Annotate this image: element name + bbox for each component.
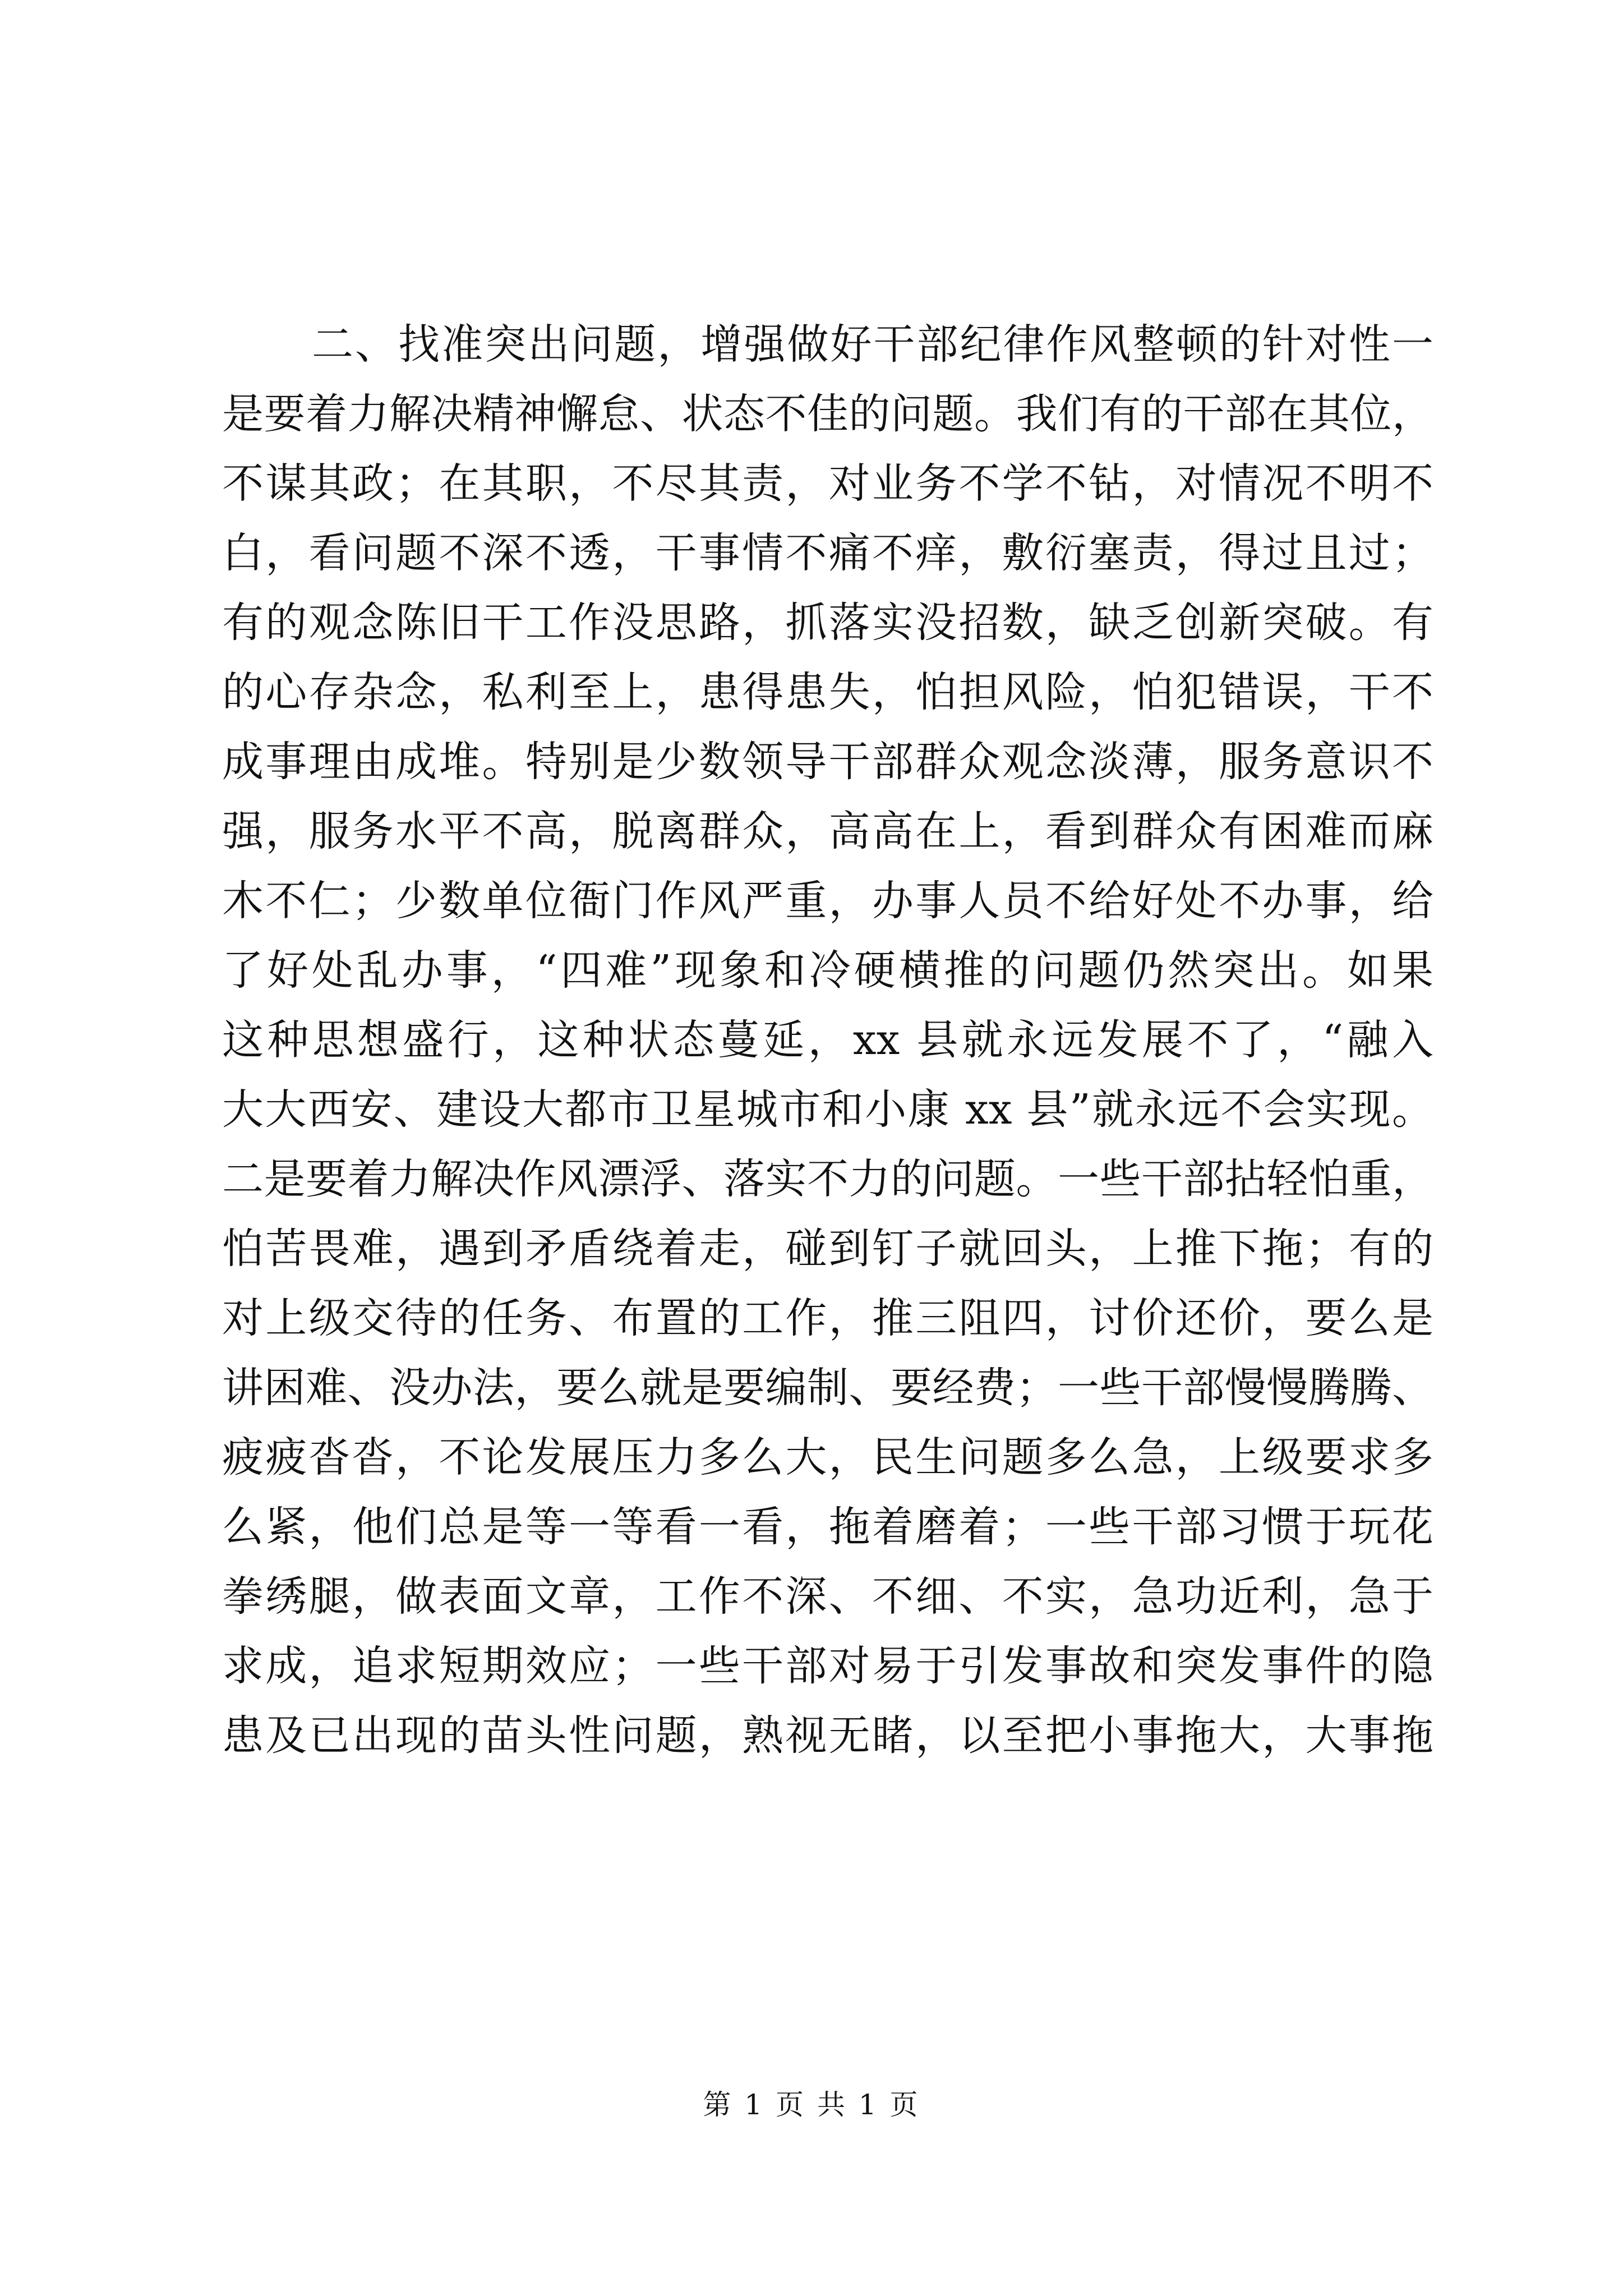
text-line: 二是要着力解决作风漂浮、落实不力的问题。一些干部拈轻怕重， — [222, 1155, 1433, 1203]
text-line: 大大西安、建设大都市卫星城市和小康 xx 县”就永远不会实现。 — [222, 1085, 1433, 1134]
text-line: 疲疲沓沓，不论发展压力多么大，民生问题多么急，上级要求多 — [222, 1433, 1433, 1481]
text-line: 求成，追求短期效应；一些干部对易于引发事故和突发事件的隐 — [222, 1642, 1433, 1690]
text-line: 不谋其政；在其职，不尽其责，对业务不学不钻，对情况不明不 — [222, 459, 1433, 508]
text-line: 了好处乱办事，“四难”现象和冷硬横推的问题仍然突出。如果 — [222, 946, 1433, 995]
text-line: 的心存杂念，私利至上，患得患失，怕担风险，怕犯错误，干不 — [222, 668, 1433, 716]
text-line: 成事理由成堆。特别是少数领导干部群众观念淡薄，服务意识不 — [222, 738, 1433, 786]
text-line: 木不仁；少数单位衙门作风严重，办事人员不给好处不办事，给 — [222, 877, 1433, 925]
text-line: 是要着力解决精神懈怠、状态不佳的问题。我们有的干部在其位， — [222, 390, 1433, 438]
text-line: 有的观念陈旧干工作没思路，抓落实没招数，缺乏创新突破。有 — [222, 599, 1433, 647]
text-line: 强，服务水平不高，脱离群众，高高在上，看到群众有困难而麻 — [222, 807, 1433, 855]
body-paragraph — [222, 310, 1433, 1770]
text-line: 患及已出现的苗头性问题，熟视无睹，以至把小事拖大，大事拖 — [222, 1711, 1433, 1760]
text-line: 讲困难、没办法，要么就是要编制、要经费；一些干部慢慢腾腾、 — [222, 1364, 1433, 1412]
text-line: 对上级交待的任务、布置的工作，推三阻四，讨价还价，要么是 — [222, 1294, 1433, 1342]
text-line: 二、找准突出问题，增强做好干部纪律作风整顿的针对性一 — [312, 320, 1433, 369]
text-line: 白，看问题不深不透，干事情不痛不痒，敷衍塞责，得过且过； — [222, 529, 1433, 577]
text-line: 这种思想盛行，这种状态蔓延，xx 县就永远发展不了，“融入 — [222, 1016, 1433, 1064]
text-line: 么紧，他们总是等一等看一看，拖着磨着；一些干部习惯于玩花 — [222, 1503, 1433, 1551]
text-line: 拳绣腿，做表面文章，工作不深、不细、不实，急功近利，急于 — [222, 1572, 1433, 1621]
text-line: 怕苦畏难，遇到矛盾绕着走，碰到钉子就回头，上推下拖；有的 — [222, 1225, 1433, 1273]
page-footer: 第 1 页 共 1 页 — [703, 2088, 920, 2121]
